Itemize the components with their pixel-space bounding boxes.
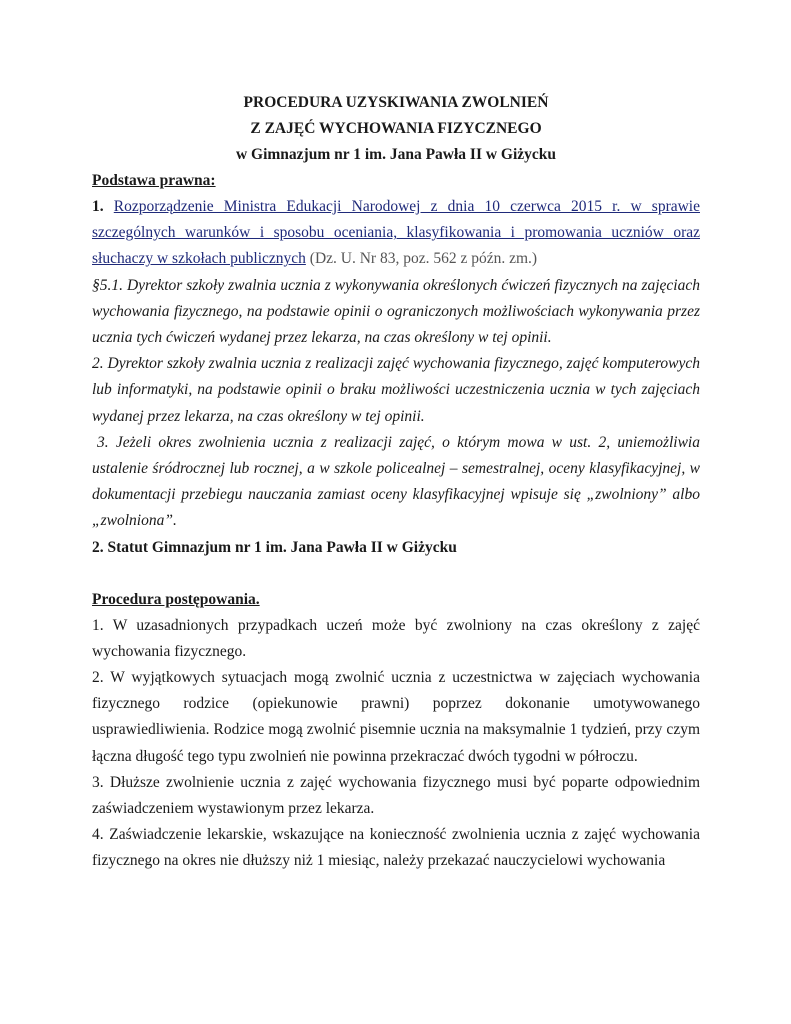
document-title-line3: w Gimnazjum nr 1 im. Jana Pawła II w Giżycku bbox=[235, 146, 557, 163]
legal-basis-item-2: 2. Statut Gimnazjum nr 1 im. Jana Pawła II w Giżycku bbox=[92, 538, 457, 556]
procedure-item-2: 2. W wyjątkowych sytuacjach mogą zwolnić ucznia z uczestnictwa w zajęciach wychowania fizycznego rodzice (opiekunowie prawni) poprzez dokonanie umotywowanego usprawiedliwienia. Rodzice mogą zwolnić pisemnie ucznia na maksymalnie 1 tydzień, przy czym łączna długość tego typu zwolnień nie powinna przekraczać dwóch tygodni w półroczu. bbox=[92, 669, 700, 765]
section-spacer bbox=[92, 561, 700, 587]
procedure-item-4: 4. Zaświadczenie lekarskie, wskazujące na konieczność zwolnienia ucznia z zajęć wychowania fizycznego na okres nie dłuższy niż 1 miesiąc, należy przekazać nauczycielowi wychowania bbox=[92, 826, 700, 870]
procedure-heading: Procedura postępowania. bbox=[92, 590, 260, 608]
procedure-item-3: 3. Dłuższe zwolnienie ucznia z zajęć wychowania fizycznego musi być poparte odpowiednim zaświadczeniem wystawionym przez lekarza. bbox=[92, 773, 700, 818]
legal-basis-item-1-number: 1. bbox=[92, 198, 104, 215]
document-title-line2: Z ZAJĘĆ WYCHOWANIA FIZYCZNEGO bbox=[250, 120, 542, 137]
regulation-paragraph-3: 3. Jeżeli okres zwolnienia ucznia z realizacji zajęć, o którym mowa w ust. 2, uniemożliwia ustalenie śródrocznej lub rocznej, a w szkole policealnej – semestralnej, oceny klasyfikacyjnej, w dokumentacji przebiegu nauczania zamiast oceny klasyfikacyjnej wpisuje się „zwolniony” albo „zwolniona”. bbox=[92, 433, 700, 530]
legal-basis-item-1 bbox=[92, 194, 700, 273]
procedure-item-1: 1. W uzasadnionych przypadkach uczeń może być zwolniony na czas określony z zajęć wychowania fizycznego. bbox=[92, 616, 700, 660]
document-page bbox=[92, 88, 700, 875]
document-title-line1: PROCEDURA UZYSKIWANIA ZWOLNIEŃ bbox=[243, 94, 549, 111]
regulation-citation: (Dz. U. Nr 83, poz. 562 z późn. zm.) bbox=[309, 250, 538, 268]
regulation-paragraph-2: 2. Dyrektor szkoły zwalnia ucznia z realizacji zajęć wychowania fizycznego, zajęć komputerowych lub informatyki, na podstawie opinii o braku możliwości uczestniczenia ucznia w tych zajęciach wydanej przez lekarza, na czas określony w tej opinii. bbox=[92, 355, 700, 425]
regulation-paragraph-5-1: §5.1. Dyrektor szkoły zwalnia ucznia z wykonywania określonych ćwiczeń fizycznych na zajęciach wychowania fizycznego, na podstawie opinii o ograniczonych możliwościach wykonywania przez ucznia tych ćwiczeń wydanej przez lekarza, na czas określony w tej opinii. bbox=[92, 276, 700, 347]
regulation-link[interactable]: Rozporządzenie Ministra Edukacji Narodowej z dnia 10 czerwca 2015 r. w sprawie szczególnych warunków i sposobu oceniania, klasyfikowania i promowania uczniów oraz słuchaczy w szkołach publicznych bbox=[92, 198, 700, 268]
legal-basis-heading: Podstawa prawna: bbox=[92, 172, 216, 189]
